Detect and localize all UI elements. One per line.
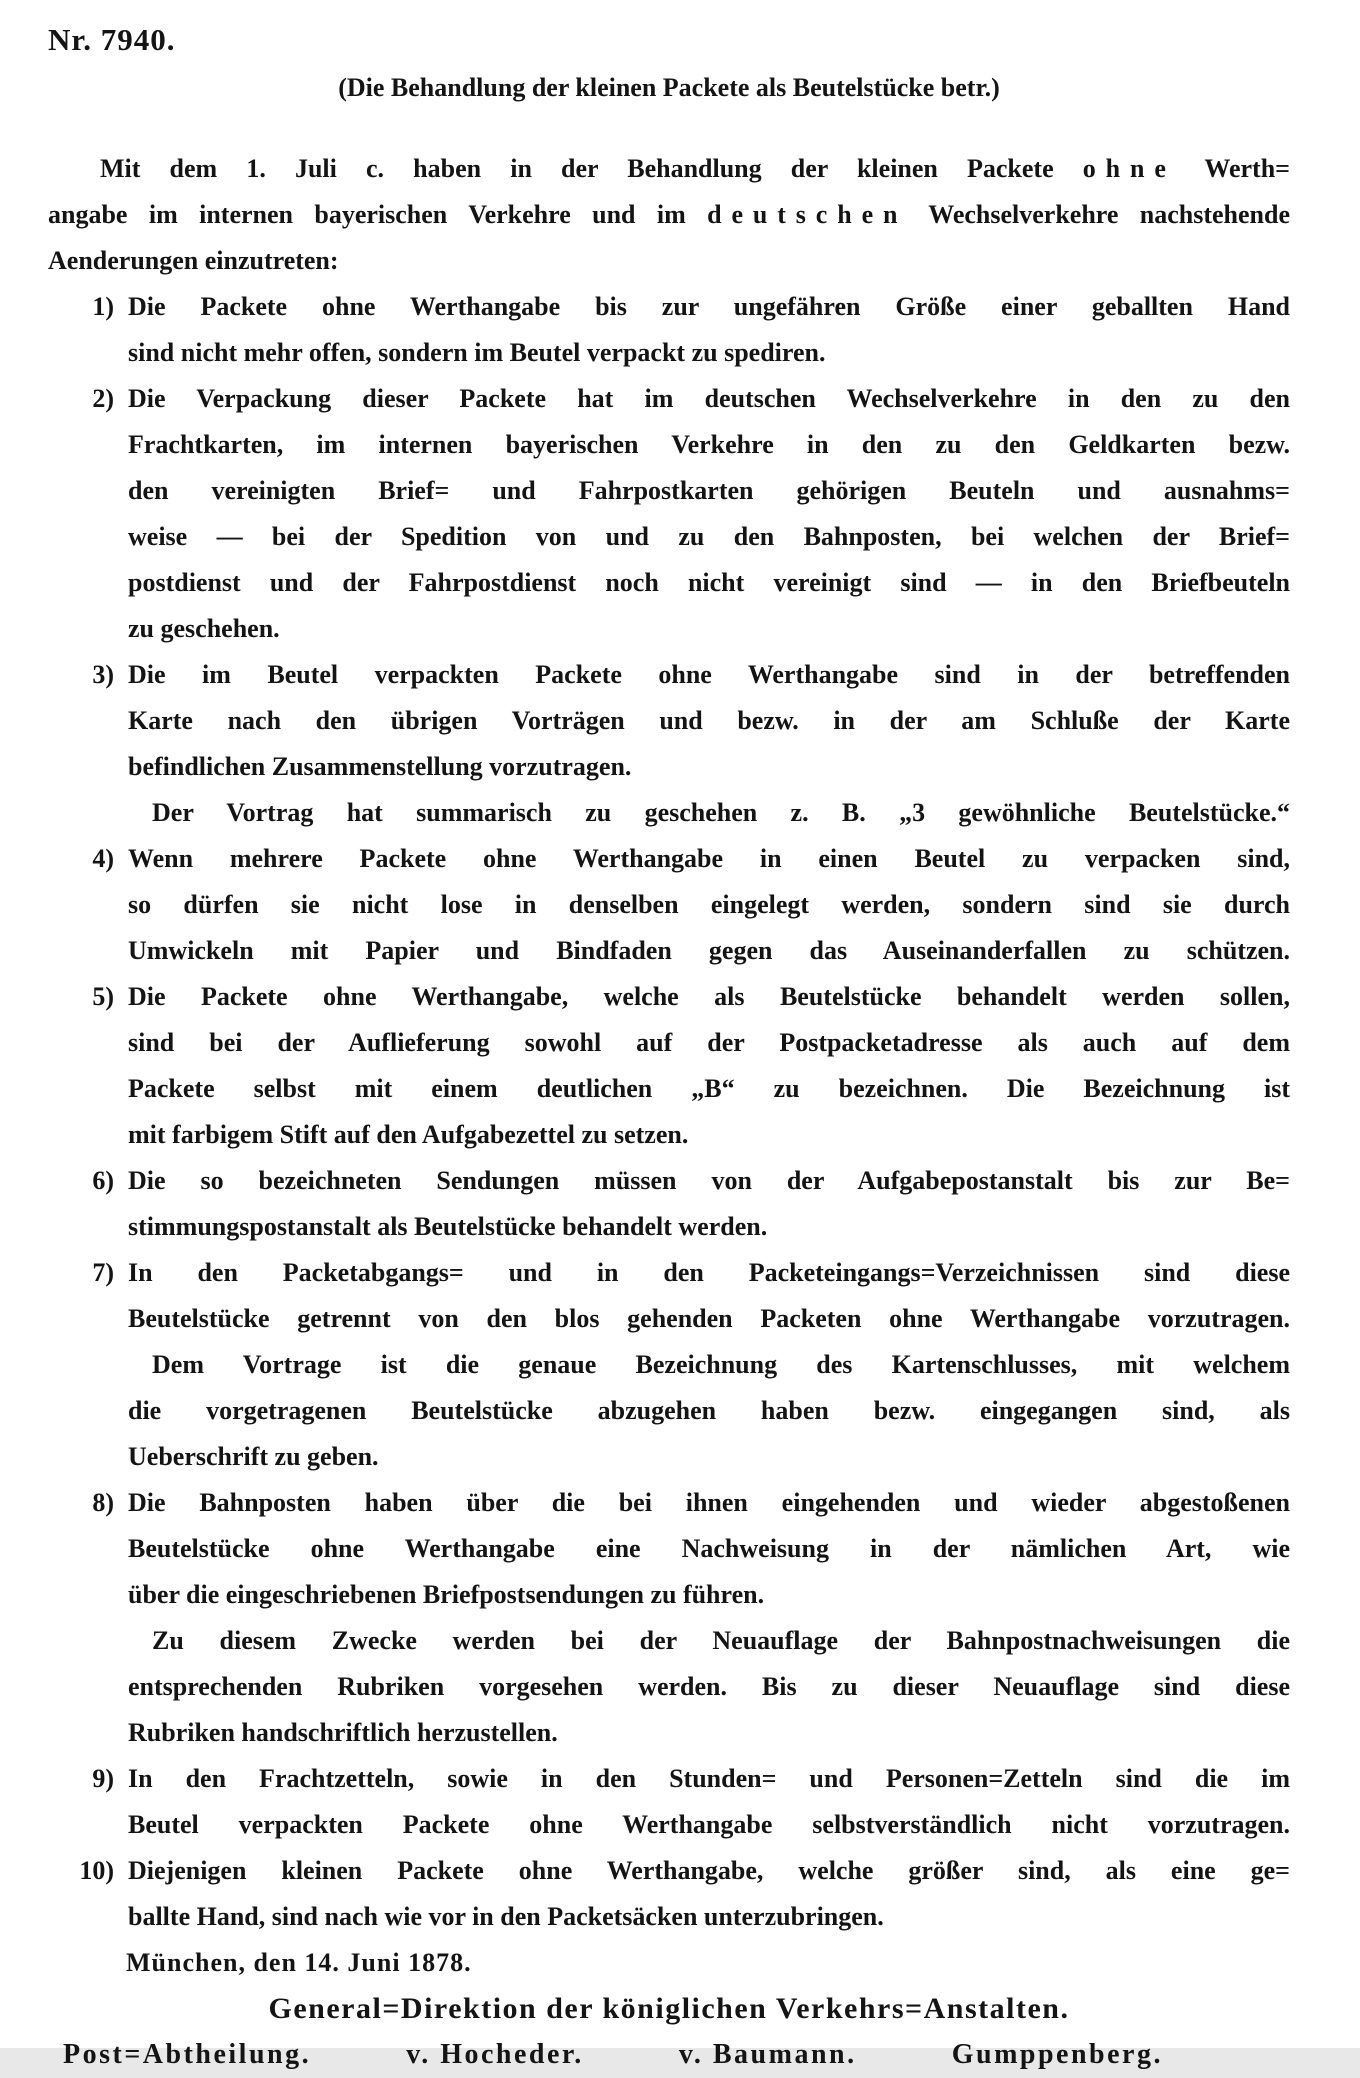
signatory-name: Gumppenberg. [951,2039,1163,2070]
list-item [48,1480,1290,1756]
item-number: 4) [92,844,114,873]
text-line [128,1158,1290,1204]
list-item [48,1848,1290,1940]
text-line [128,514,1290,560]
text-line [128,284,1290,330]
signatories-row [63,2032,1163,2078]
item-number: 9) [92,1764,114,1793]
text-segment: Wechselverkehre nachstehende [907,200,1291,229]
closing-block [48,1940,1290,2078]
text-segment: Die Verpackung dieser Packete hat im deutschen Wechselverkehre in den zu den [128,384,1290,413]
text-line [128,1618,1290,1664]
text-line [128,560,1290,606]
text-line [128,1250,1290,1296]
signatory-name: v. Baumann. [678,2039,857,2070]
list-item [48,1250,1290,1480]
text-segment: Beutelstücke getrennt von den blos gehenden Packeten ohne Werthangabe vorzutragen. [128,1304,1290,1333]
text-segment: Frachtkarten, im internen bayerischen Verkehre in den zu den Geldkarten bezw. [128,430,1290,459]
text-line [128,1112,1290,1158]
subject-line: (Die Behandlung der kleinen Packete als Beutelstücke betr.) [338,73,1000,102]
text-segment: Die so bezeichneten Sendungen müssen von der Aufgabepostanstalt bis zur Be= [128,1166,1290,1195]
signatory-name: v. Hocheder. [406,2039,584,2070]
numbered-items [48,284,1290,1940]
list-item [48,284,1290,376]
text-line [128,1066,1290,1112]
text-segment: Die Packete ohne Werthangabe, welche als Beutelstücke behandelt werden sollen, [128,982,1290,1011]
text-line [128,882,1290,928]
text-segment: stimmungspostanstalt als Beutelstücke behandelt werden. [128,1212,768,1241]
text-segment: Die Packete ohne Werthangabe bis zur ungefähren Größe einer geballten Hand [128,292,1290,321]
text-segment: In den Frachtzetteln, sowie in den Stunden= und Personen=Zetteln sind die im [128,1764,1290,1793]
text-segment: Dem Vortrage ist die genaue Bezeichnung des Kartenschlusses, mit welchem [152,1350,1290,1379]
text-segment: über die eingeschriebenen Briefpostsendungen zu führen. [128,1580,765,1609]
text-segment: Die im Beutel verpackten Packete ohne Werthangabe sind in der betreffenden [128,660,1290,689]
text-segment: Der Vortrag hat summarisch zu geschehen z. B. „3 gewöhnliche Beutelstücke.“ [152,798,1290,827]
text-line [128,1020,1290,1066]
item-number: 3) [92,660,114,689]
text-line [128,1710,1290,1756]
text-line [128,1480,1290,1526]
text-line [128,1342,1290,1388]
list-item [48,376,1290,652]
list-item [48,1756,1290,1848]
text-segment: Umwickeln mit Papier und Bindfaden gegen das Auseinanderfallen zu schützen. [128,936,1290,965]
text-segment: den vereinigten Brief= und Fahrpostkarten gehörigen Beuteln und ausnahms= [128,476,1290,505]
text-line [128,422,1290,468]
text-segment: sind bei der Auflieferung sowohl auf der Postpacketadresse als auch auf dem [128,1028,1290,1057]
text-line [128,1296,1290,1342]
text-line [128,468,1290,514]
text-segment: Aenderungen einzutreten: [48,246,339,275]
text-segment: Werth= [1175,154,1290,183]
text-segment: ballte Hand, sind nach wie vor in den Packetsäcken unterzubringen. [128,1902,884,1931]
text-line [128,836,1290,882]
list-item [48,652,1290,836]
text-line [128,1434,1290,1480]
signatory-department: Post=Abtheilung. [63,2039,312,2070]
text-line [128,330,1290,376]
list-item [48,974,1290,1158]
text-segment: Beutelstücke ohne Werthangabe eine Nachweisung in der nämlichen Art, wie [128,1534,1290,1563]
item-number: 8) [92,1488,114,1517]
document-number: Nr. 7940. [48,22,176,57]
text-line [48,238,1290,284]
text-segment: In den Packetabgangs= und in den Packeteingangs=Verzeichnissen sind diese [128,1258,1290,1287]
list-item [48,836,1290,974]
text-segment: so dürfen sie nicht lose in denselben eingelegt werden, sondern sind sie durch [128,890,1290,919]
text-segment: Ueberschrift zu geben. [128,1442,379,1471]
text-line [128,1756,1290,1802]
text-segment: Diejenigen kleinen Packete ohne Werthangabe, welche größer sind, als eine ge= [128,1856,1290,1885]
text-segment: befindlichen Zusammenstellung vorzutragen. [128,752,632,781]
text-line [48,192,1290,238]
list-item [48,1158,1290,1250]
text-line [48,146,1290,192]
item-number: 2) [92,384,114,413]
item-number: 6) [92,1166,114,1195]
text-segment: Die Bahnposten haben über die bei ihnen eingehenden und wieder abgestoßenen [128,1488,1290,1517]
item-number: 10) [79,1856,114,1885]
text-line [128,606,1290,652]
item-number: 1) [92,292,114,321]
text-line [128,744,1290,790]
text-line [128,698,1290,744]
text-line [128,1894,1290,1940]
text-line [128,652,1290,698]
text-line [128,790,1290,836]
text-line [128,1848,1290,1894]
dateline: München, den 14. Juni 1878. [126,1948,472,1977]
text-segment: mit farbigem Stift auf den Aufgabezettel zu setzen. [128,1120,689,1149]
text-line [128,1802,1290,1848]
text-segment: postdienst und der Fahrpostdienst noch nicht vereinigt sind — in den Briefbeuteln [128,568,1290,597]
text-segment: Karte nach den übrigen Vorträgen und bezw. in der am Schluße der Karte [128,706,1290,735]
text-segment: Packete selbst mit einem deutlichen „B“ zu bezeichnen. Die Bezeichnung ist [128,1074,1290,1103]
intro-paragraph [48,146,1290,284]
text-line [128,928,1290,974]
text-segment: Rubriken handschriftlich herzustellen. [128,1718,558,1747]
text-line [128,1388,1290,1434]
text-segment: angabe im internen bayerischen Verkehre und im [48,200,708,229]
text-segment: Zu diesem Zwecke werden bei der Neuauflage der Bahnpostnachweisungen die [152,1626,1290,1655]
text-segment: Mit dem 1. Juli c. haben in der Behandlung der kleinen Packete [100,154,1083,183]
text-line [128,1204,1290,1250]
text-segment: Wenn mehrere Packete ohne Werthangabe in einen Beutel zu verpacken sind, [128,844,1290,873]
text-line [128,376,1290,422]
issuing-authority: General=Direktion der königlichen Verkehrs=Anstalten. [268,1992,1070,2025]
text-line [128,1572,1290,1618]
text-line [128,1526,1290,1572]
text-segment: zu geschehen. [128,614,280,643]
item-number: 5) [92,982,114,1011]
text-segment: weise — bei der Spedition von und zu den Bahnposten, bei welchen der Brief= [128,522,1290,551]
text-segment: die vorgetragenen Beutelstücke abzugehen haben bezw. eingegangen sind, als [128,1396,1290,1425]
item-number: 7) [92,1258,114,1287]
text-line [128,974,1290,1020]
emphasized-word: deutschen [707,200,908,229]
text-line [128,1664,1290,1710]
body-text [48,146,1290,1940]
emphasized-word: ohne [1082,154,1176,183]
text-segment: Beutel verpackten Packete ohne Werthangabe selbstverständlich nicht vorzutragen. [128,1810,1290,1839]
text-segment: sind nicht mehr offen, sondern im Beutel verpackt zu spediren. [128,338,826,367]
text-segment: entsprechenden Rubriken vorgesehen werden. Bis zu dieser Neuauflage sind diese [128,1672,1290,1701]
